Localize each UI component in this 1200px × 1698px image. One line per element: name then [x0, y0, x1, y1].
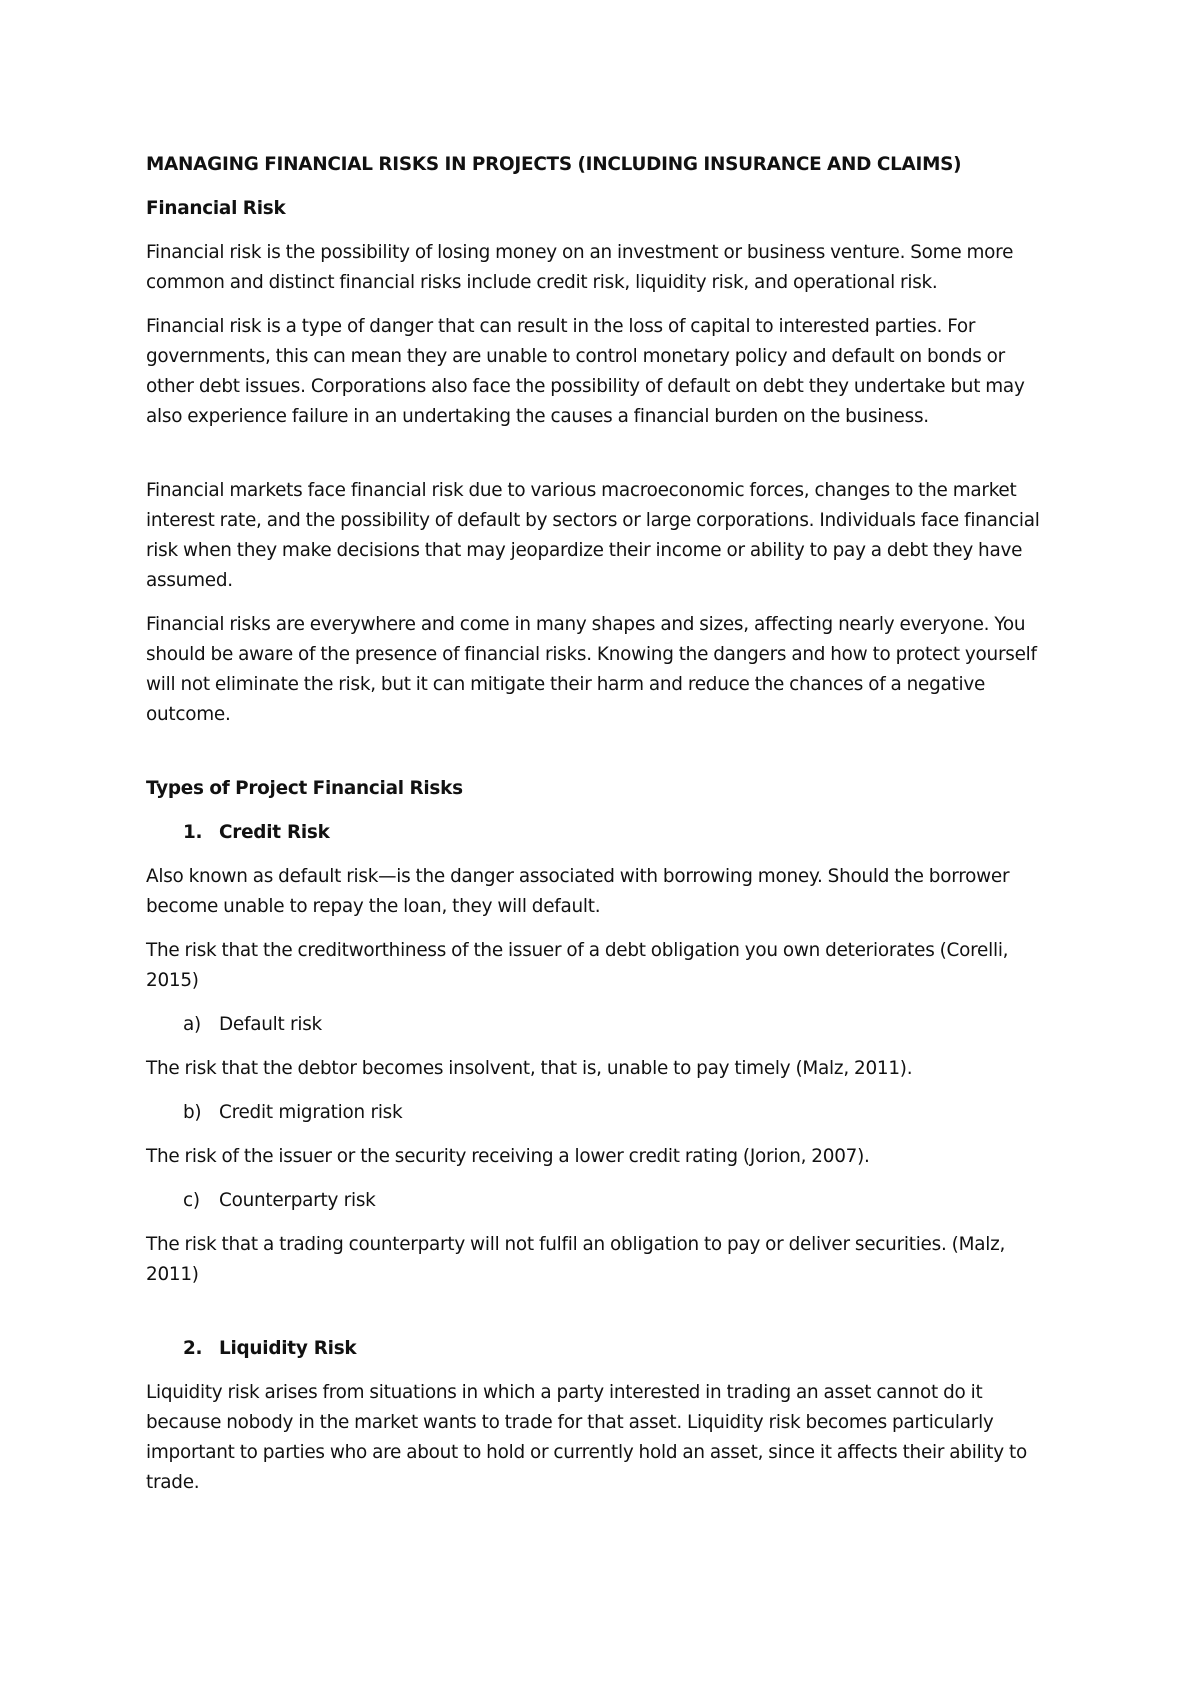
text-line: will not eliminate the risk, but it can mitigate their harm and reduce the chances of a negative: [146, 674, 986, 695]
text-line: other debt issues. Corporations also face the possibility of default on debt they undertake but may: [146, 376, 1025, 397]
text-line: trade.: [146, 1472, 200, 1493]
paragraph-credit-definition: [146, 862, 1066, 922]
text-line: The risk that the creditworthiness of the issuer of a debt obligation you own deteriorates (Corelli,: [146, 940, 1009, 961]
list-item-liquidity-risk: [146, 1334, 1066, 1364]
paragraph-default-risk: The risk that the debtor becomes insolvent, that is, unable to pay timely (Malz, 2011).: [146, 1058, 913, 1079]
list-item-label: Default risk: [219, 1014, 322, 1035]
text-line: 2011): [146, 1264, 199, 1285]
list-item-label: Credit migration risk: [219, 1102, 403, 1123]
paragraph-markets: [146, 476, 1066, 596]
document-body: [146, 150, 1066, 1498]
list-marker: a): [183, 1014, 201, 1035]
list-item-label: Counterparty risk: [219, 1190, 376, 1211]
section-heading-types: Types of Project Financial Risks: [146, 778, 463, 799]
text-line: important to parties who are about to hold or currently hold an asset, since it affects their ability to: [146, 1442, 1027, 1463]
paragraph-creditworthiness: [146, 936, 1066, 996]
list-item-label: Credit Risk: [219, 822, 330, 843]
text-line: 2015): [146, 970, 199, 991]
paragraph-counterparty: [146, 1230, 1066, 1290]
list-marker: c): [183, 1190, 200, 1211]
text-line: because nobody in the market wants to trade for that asset. Liquidity risk becomes particularly: [146, 1412, 994, 1433]
text-line: The risk that a trading counterparty will not fulfil an obligation to pay or deliver securities. (Malz,: [146, 1234, 1006, 1255]
list-item-credit-risk: [146, 818, 1066, 848]
text-line: Financial risks are everywhere and come in many shapes and sizes, affecting nearly everyone. You: [146, 614, 1026, 635]
list-item-label: Liquidity Risk: [219, 1338, 357, 1359]
list-marker: 1.: [183, 822, 203, 843]
text-line: Financial markets face financial risk due to various macroeconomic forces, changes to the market: [146, 480, 1017, 501]
list-marker: 2.: [183, 1338, 203, 1359]
paragraph-credit-migration: The risk of the issuer or the security receiving a lower credit rating (Jorion, 2007).: [146, 1146, 870, 1167]
text-line: risk when they make decisions that may jeopardize their income or ability to pay a debt they have: [146, 540, 1023, 561]
text-line: Financial risk is a type of danger that can result in the loss of capital to interested parties. For: [146, 316, 976, 337]
paragraph-danger: [146, 312, 1066, 432]
text-line: assumed.: [146, 570, 233, 591]
sub-item-counterparty-risk: [146, 1186, 1066, 1216]
text-line: also experience failure in an undertaking the causes a financial burden on the business.: [146, 406, 929, 427]
text-line: outcome.: [146, 704, 231, 725]
text-line: become unable to repay the loan, they will default.: [146, 896, 601, 917]
text-line: governments, this can mean they are unable to control monetary policy and default on bonds or: [146, 346, 1005, 367]
sub-item-credit-migration-risk: [146, 1098, 1066, 1128]
text-line: should be aware of the presence of financial risks. Knowing the dangers and how to protect yourself: [146, 644, 1037, 665]
text-line: interest rate, and the possibility of default by sectors or large corporations. Individuals face financial: [146, 510, 1040, 531]
paragraph-everywhere: [146, 610, 1066, 730]
paragraph-definition: [146, 238, 1066, 298]
document-title: MANAGING FINANCIAL RISKS IN PROJECTS (INCLUDING INSURANCE AND CLAIMS): [146, 154, 962, 175]
text-line: Also known as default risk—is the danger associated with borrowing money. Should the borrower: [146, 866, 1010, 887]
text-line: common and distinct financial risks include credit risk, liquidity risk, and operational risk.: [146, 272, 938, 293]
paragraph-liquidity: [146, 1378, 1066, 1498]
sub-item-default-risk: [146, 1010, 1066, 1040]
list-marker: b): [183, 1102, 202, 1123]
text-line: Liquidity risk arises from situations in which a party interested in trading an asset cannot do it: [146, 1382, 983, 1403]
text-line: Financial risk is the possibility of losing money on an investment or business venture. Some more: [146, 242, 1014, 263]
section-heading-financial-risk: Financial Risk: [146, 198, 286, 219]
